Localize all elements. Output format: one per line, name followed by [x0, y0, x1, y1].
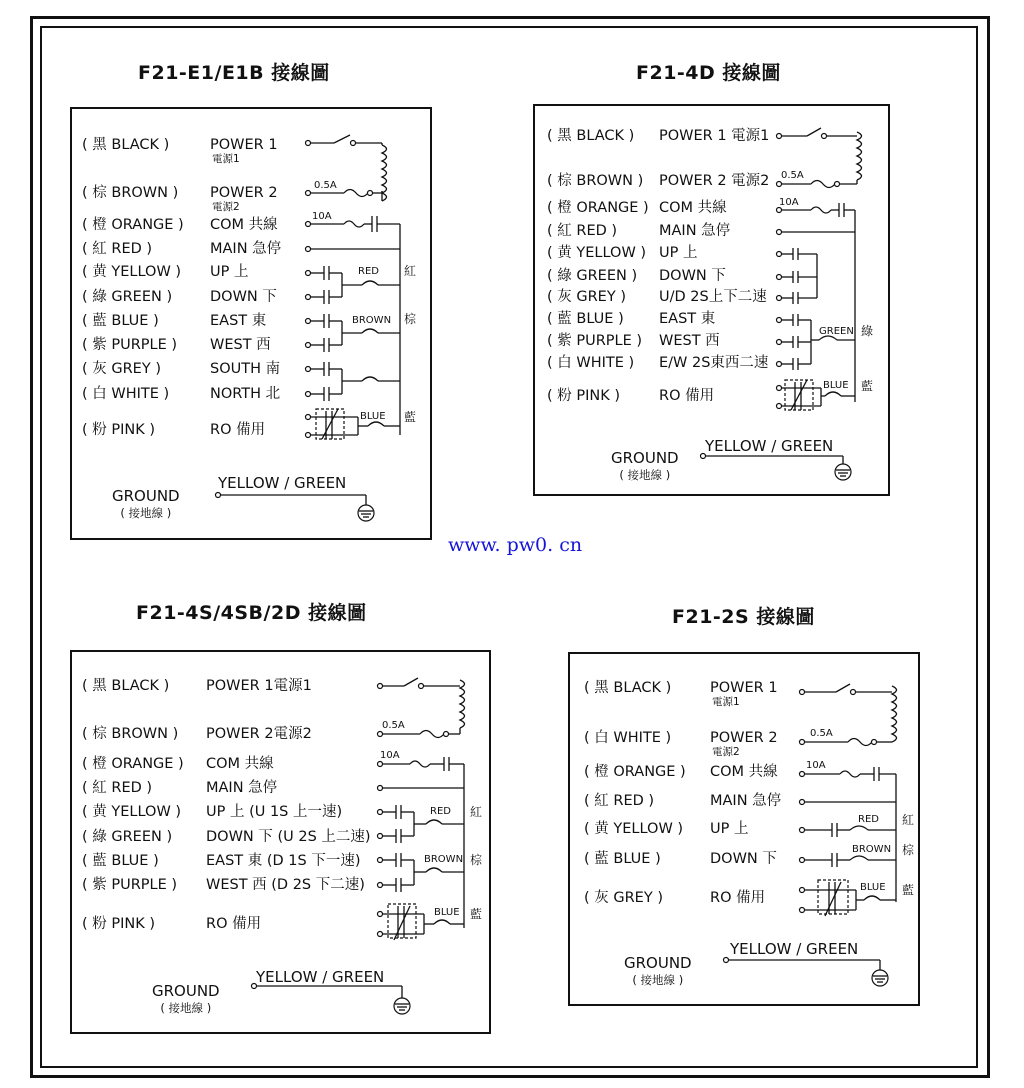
wire-label: ( 粉 PINK ) [82, 916, 156, 932]
function-label: DOWN 下 [210, 289, 277, 305]
svg-text:0.5A: 0.5A [781, 170, 804, 181]
function-label: RO 備用 [659, 388, 715, 404]
svg-text:BLUE: BLUE [360, 411, 386, 422]
function-label: UP 上 [659, 245, 698, 261]
wire-label: ( 粉 PINK ) [547, 388, 621, 404]
svg-text:0.5A: 0.5A [810, 728, 833, 739]
svg-text:RED: RED [358, 266, 379, 277]
function-label: U/D 2S上下二速 [659, 289, 767, 305]
diagram-panel-4d [533, 104, 890, 496]
svg-text:RED: RED [858, 814, 879, 825]
wire-label: ( 棕 BROWN ) [547, 173, 644, 189]
svg-text:藍: 藍 [404, 410, 417, 424]
function-label: E/W 2S東西二速 [659, 355, 769, 371]
wire-label: ( 黑 BLACK ) [82, 137, 170, 153]
wire-label: ( 紫 PURPLE ) [82, 877, 178, 893]
function-label: UP 上 (U 1S 上一速) [206, 804, 343, 820]
function-label: DOWN 下 [710, 851, 777, 867]
ground-wire-label: YELLOW / GREEN [218, 474, 347, 492]
contact-pair-1 [306, 266, 401, 304]
wire-label: ( 棕 BROWN ) [82, 185, 179, 201]
wire-label: ( 黑 BLACK ) [547, 128, 635, 144]
wire-label: ( 紅 RED ) [82, 241, 153, 257]
wire-label: ( 黄 YELLOW ) [584, 821, 684, 837]
watermark: www. pw0. cn [448, 534, 583, 556]
wire-label: ( 紅 RED ) [82, 780, 153, 796]
function-label: POWER 2 電源2 [710, 730, 778, 758]
wire-label: ( 橙 ORANGE ) [82, 756, 184, 772]
svg-text:藍: 藍 [902, 883, 915, 897]
ground-wire-label: YELLOW / GREEN [256, 968, 385, 986]
wire-label: ( 綠 GREEN ) [82, 289, 173, 305]
function-label: WEST 西 [659, 333, 720, 349]
function-label: POWER 2 電源2 [659, 173, 770, 189]
svg-text:BLUE: BLUE [860, 882, 886, 893]
function-label: SOUTH 南 [210, 361, 281, 377]
wire-label: ( 綠 GREEN ) [82, 829, 173, 845]
wire-label: ( 橙 ORANGE ) [547, 200, 649, 216]
function-label: RO 備用 [710, 890, 766, 906]
ground-label: GROUND ( 接地線 ) [112, 487, 180, 520]
function-label: UP 上 [210, 264, 249, 280]
svg-text:藍: 藍 [470, 907, 483, 921]
svg-text:10A: 10A [806, 760, 826, 771]
function-label: DOWN 下 (U 2S 上二速) [206, 829, 371, 845]
wire-label: ( 黄 YELLOW ) [82, 804, 182, 820]
function-label: EAST 東 (D 1S 下一速) [206, 853, 361, 869]
function-label: POWER 1 電源1 [710, 680, 778, 708]
fuse-label: 0.5A [314, 180, 337, 191]
svg-text:GREEN: GREEN [819, 326, 854, 337]
svg-text:0.5A: 0.5A [382, 720, 405, 731]
function-label: POWER 1 電源1 [659, 128, 770, 144]
wire-label: ( 紅 RED ) [547, 223, 618, 239]
svg-text:紅: 紅 [470, 805, 483, 819]
wire-label: ( 粉 PINK ) [82, 422, 156, 438]
diagram-title-4d: F21-4D 接線圖 [636, 62, 781, 84]
function-label: MAIN 急停 [210, 241, 282, 257]
svg-text:BROWN: BROWN [352, 315, 392, 326]
function-label: MAIN 急停 [710, 793, 782, 809]
wire-label: ( 橙 ORANGE ) [82, 217, 184, 233]
svg-text:RED: RED [430, 806, 451, 817]
wire-label: ( 灰 GREY ) [584, 890, 663, 906]
wire-label: ( 黄 YELLOW ) [547, 245, 647, 261]
svg-text:棕: 棕 [404, 312, 417, 326]
contact-pair-3 [306, 362, 401, 401]
function-label: COM 共線 [210, 217, 278, 233]
function-label: WEST 西 (D 2S 下二速) [206, 877, 365, 893]
diagram-title-4s: F21-4S/4SB/2D 接線圖 [136, 602, 367, 624]
function-label: UP 上 [710, 821, 749, 837]
ground-wire-label: YELLOW / GREEN [730, 940, 859, 958]
wire-label: ( 藍 BLUE ) [82, 853, 159, 869]
wire-label: ( 藍 BLUE ) [547, 311, 624, 327]
wire-label: ( 藍 BLUE ) [584, 851, 661, 867]
function-label: EAST 東 [659, 311, 716, 327]
svg-text:BLUE: BLUE [434, 907, 460, 918]
wire-label: ( 藍 BLUE ) [82, 313, 159, 329]
wire-label: ( 橙 ORANGE ) [584, 764, 686, 780]
function-label: COM 共線 [206, 756, 274, 772]
wire-label: ( 黑 BLACK ) [82, 678, 170, 694]
function-label: COM 共線 [710, 764, 778, 780]
wire-label: ( 紫 PURPLE ) [82, 337, 178, 353]
svg-text:棕: 棕 [470, 853, 483, 867]
function-label: NORTH 北 [210, 386, 281, 402]
wire-label: ( 灰 GREY ) [547, 289, 626, 305]
svg-text:紅: 紅 [902, 813, 915, 827]
function-label: EAST 東 [210, 313, 267, 329]
ground-label: GROUND ( 接地線 ) [624, 954, 692, 987]
function-label: MAIN 急停 [659, 223, 731, 239]
svg-text:10A: 10A [312, 211, 332, 222]
function-label: DOWN 下 [659, 268, 726, 284]
wire-label: ( 綠 GREEN ) [547, 268, 638, 284]
svg-text:10A: 10A [380, 750, 400, 761]
svg-text:BROWN: BROWN [852, 844, 892, 855]
wire-label: ( 黑 BLACK ) [584, 680, 672, 696]
diagram-title-e1: F21-E1/E1B 接線圖 [138, 62, 330, 84]
function-label: POWER 2 電源2 [210, 185, 278, 213]
wire-label: ( 白 WHITE ) [547, 355, 635, 371]
diagram-panel-4s [70, 650, 491, 1034]
wire-label: ( 白 WHITE ) [82, 386, 170, 402]
svg-text:紅: 紅 [404, 264, 417, 278]
diagram-panel-2s [568, 652, 920, 1006]
diagram-panel-e1 [70, 107, 432, 540]
svg-text:10A: 10A [779, 197, 799, 208]
relay-block [306, 409, 401, 439]
svg-text:BLUE: BLUE [823, 380, 849, 391]
function-label: MAIN 急停 [206, 780, 278, 796]
ground-wire-label: YELLOW / GREEN [705, 437, 834, 455]
wire-label: ( 棕 BROWN ) [82, 726, 179, 742]
diagram-title-2s: F21-2S 接線圖 [672, 606, 815, 628]
wire-label: ( 紫 PURPLE ) [547, 333, 643, 349]
function-label: RO 備用 [210, 422, 266, 438]
function-label: COM 共線 [659, 200, 727, 216]
wire-label: ( 紅 RED ) [584, 793, 655, 809]
wire-label: ( 白 WHITE ) [584, 730, 672, 746]
function-label: RO 備用 [206, 916, 262, 932]
svg-text:藍: 藍 [861, 379, 874, 393]
wire-label: ( 黄 YELLOW ) [82, 264, 182, 280]
function-label: POWER 1 電源1 [210, 137, 278, 165]
wire-label: ( 灰 GREY ) [82, 361, 161, 377]
svg-text:BROWN: BROWN [424, 854, 464, 865]
svg-text:棕: 棕 [902, 843, 915, 857]
function-label: WEST 西 [210, 337, 271, 353]
function-label: POWER 2電源2 [206, 726, 312, 742]
function-label: POWER 1電源1 [206, 678, 312, 694]
ground-label: GROUND ( 接地線 ) [152, 982, 220, 1015]
ground-label: GROUND ( 接地線 ) [611, 449, 679, 482]
svg-text:綠: 綠 [861, 324, 874, 338]
